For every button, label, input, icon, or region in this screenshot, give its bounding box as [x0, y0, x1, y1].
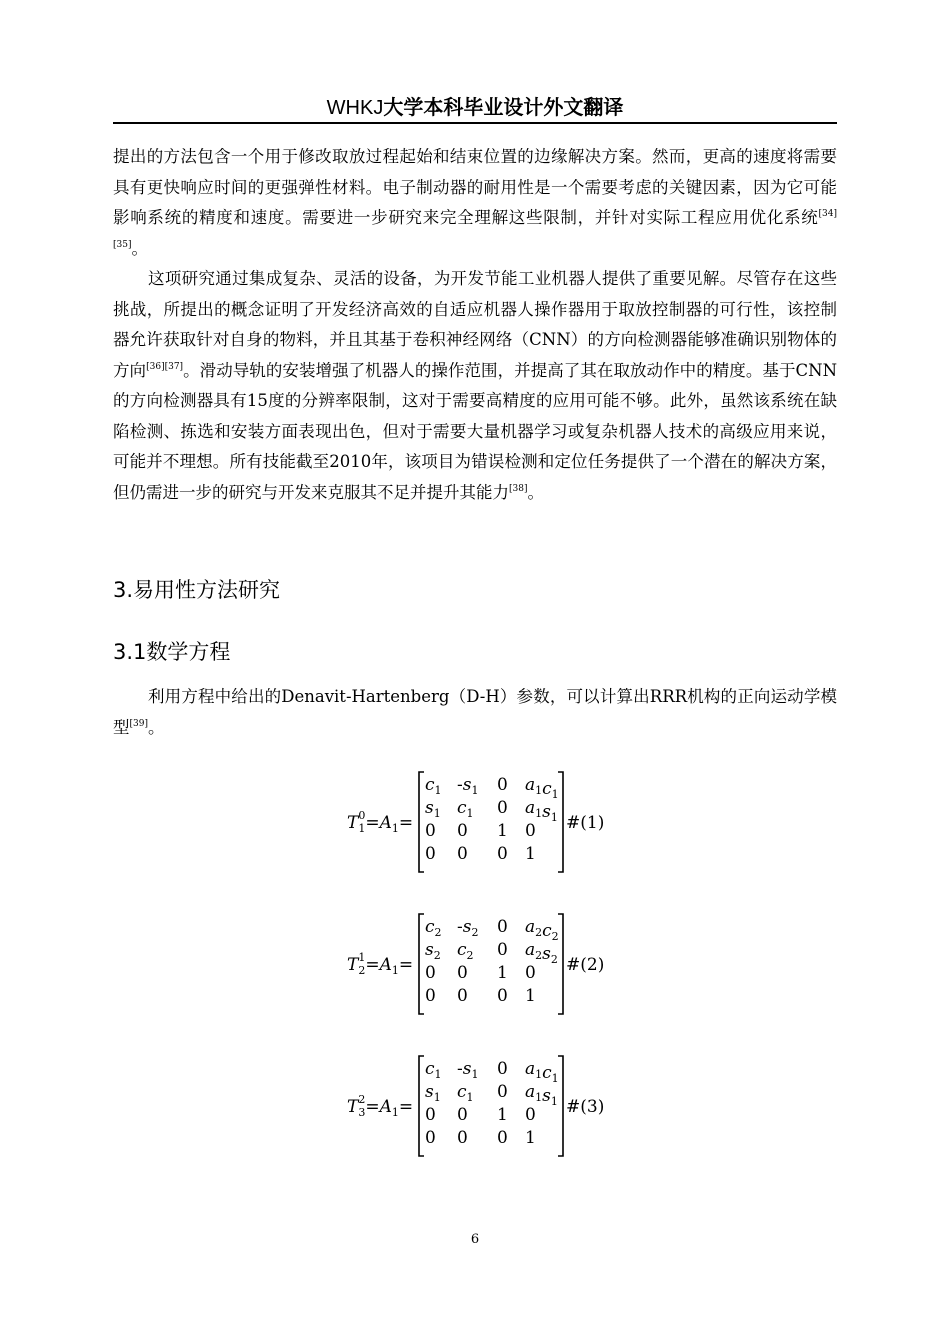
- matrix-cell: $c_1$: [457, 798, 474, 820]
- matrix-cell: 0: [457, 821, 468, 841]
- matrix-cell: 0: [525, 821, 536, 841]
- matrix-cell: $c_1$: [425, 1059, 442, 1081]
- equation-tag: #(1): [566, 813, 605, 833]
- matrix-cell: $a_1s_1$: [525, 798, 558, 824]
- header-title: 大学本科毕业设计外文翻译: [383, 95, 624, 119]
- body-text: [113, 142, 837, 508]
- matrix-cell: $a_1c_1$: [525, 775, 559, 801]
- matrix-cell: 0: [457, 1128, 468, 1148]
- left-bracket: [419, 772, 424, 872]
- section-heading: 3.易用性方法研究: [113, 578, 281, 602]
- citation: [39]: [129, 718, 148, 729]
- paragraph-2-text-b: 。滑动导轨的安装增强了机器人的操作范围，并提高了其在取放动作中的精度。基于CNN的方向检测器具有15度的分辨率限制，这对于需要高精度的应用可能不够。此外，虽然该系统在缺陷检测、拣选和安装方面表现出色，但对于需要大量机器学习或复杂机器人技术的高级应用来说，可能并不理想。所有技能截至2010年，该项目为错误检测和定位任务提供了一个潜在的解决方案，但仍需进一步的研究与开发来克服其不足并提升其能力: [113, 360, 838, 502]
- header-latin: WHKJ: [326, 97, 384, 119]
- paragraph-2: [113, 264, 837, 508]
- subsection-heading: 3.1数学方程: [113, 640, 231, 664]
- citation: [38]: [509, 483, 528, 494]
- right-bracket: [558, 1056, 563, 1156]
- matrix-cell: $c_1$: [425, 775, 442, 797]
- matrix-cell: 0: [497, 775, 508, 795]
- equation-tag: #(2): [566, 955, 605, 975]
- matrix-cell: $a_1s_1$: [525, 1082, 558, 1108]
- matrix-cell: 0: [457, 844, 468, 864]
- paragraph-3-text: 利用方程中给出的Denavit-Hartenberg（D-H）参数，可以计算出RRR机构的正向运动学模型: [113, 687, 837, 737]
- header-rule: [113, 122, 837, 124]
- paragraph-1-text: 提出的方法包含一个用于修改取放过程起始和结束位置的边缘解决方案。然而，更高的速度将需要具有更快响应时间的更强弹性材料。电子制动器的耐用性是一个需要考虑的关键因素，因为它可能影响系统的精度和速度。需要进一步研究来完全理解这些限制，并针对实际工程应用优化系统: [113, 147, 837, 227]
- page-number: 6: [470, 1232, 480, 1247]
- matrix-cell: $s_2$: [425, 940, 441, 962]
- matrix-cell: $c_2$: [457, 940, 474, 962]
- matrix-cell: 0: [497, 986, 508, 1006]
- matrix-cell: $a_2c_2$: [525, 917, 559, 943]
- equation-2-svg: [0, 908, 950, 1018]
- matrix-cell: 1: [497, 963, 508, 983]
- matrix-cell: $s_1$: [425, 1082, 441, 1104]
- citation: [34][35]: [113, 209, 837, 250]
- matrix-cell: $-s_1$: [457, 1059, 479, 1081]
- matrix-cell: $-s_1$: [457, 775, 479, 797]
- left-bracket: [419, 1056, 424, 1156]
- equation-2: [0, 908, 950, 1018]
- matrix-cell: 0: [525, 1105, 536, 1125]
- matrix-cell: 0: [457, 963, 468, 983]
- matrix-cell: $c_2$: [425, 917, 442, 939]
- matrix-cell: 1: [497, 1105, 508, 1125]
- matrix-cell: 0: [497, 844, 508, 864]
- equation-lhs: $T^1$ $2=A_1=$: [347, 951, 414, 977]
- equation-lhs: $T^0$ $1=A_1=$: [347, 809, 414, 835]
- paragraph-2-text-a: 这项研究通过集成复杂、灵活的设备，为开发节能工业机器人提供了重要见解。尽管存在这些挑战，所提出的概念证明了开发经济高效的自适应机器人操作器用于取放控制器的可行性，该控制器允许获取针对自身的物料，并且其基于卷积神经网络（CNN）的方向检测器能够准确识别物体的方向: [113, 269, 837, 380]
- punct: 。: [147, 717, 165, 737]
- punct: 。: [527, 482, 544, 502]
- matrix-cell: 0: [425, 1105, 436, 1125]
- punct: 。: [131, 238, 148, 258]
- right-bracket: [558, 772, 563, 872]
- matrix-cell: 0: [425, 844, 436, 864]
- paragraph-1: [113, 142, 837, 264]
- matrix-cell: 1: [525, 844, 536, 864]
- paragraph-3: [113, 682, 837, 743]
- matrix-cell: $c_1$: [457, 1082, 474, 1104]
- matrix-cell: 1: [525, 1128, 536, 1148]
- citation: [36][37]: [146, 361, 184, 372]
- matrix-cell: 0: [497, 1128, 508, 1148]
- matrix-cell: 0: [457, 986, 468, 1006]
- matrix-cell: $a_1c_1$: [525, 1059, 559, 1085]
- matrix-cell: 0: [425, 821, 436, 841]
- matrix-cell: 1: [525, 986, 536, 1006]
- matrix-cell: 0: [497, 1059, 508, 1079]
- equation-3-svg: [0, 1050, 950, 1160]
- matrix-cell: $-s_2$: [457, 917, 479, 939]
- equation-3: [0, 1050, 950, 1160]
- matrix-cell: 0: [425, 963, 436, 983]
- equation-1: [0, 766, 950, 876]
- equation-lhs: $T^2$ $3=A_1=$: [347, 1093, 414, 1119]
- matrix-cell: 0: [425, 986, 436, 1006]
- matrix-cell: $s_1$: [425, 798, 441, 820]
- matrix-cell: 0: [497, 940, 508, 960]
- matrix-cell: 0: [425, 1128, 436, 1148]
- matrix-cell: 0: [497, 798, 508, 818]
- right-bracket: [558, 914, 563, 1014]
- matrix-cell: 1: [497, 821, 508, 841]
- matrix-cell: 0: [457, 1105, 468, 1125]
- left-bracket: [419, 914, 424, 1014]
- equation-tag: #(3): [566, 1097, 605, 1117]
- matrix-cell: 0: [497, 917, 508, 937]
- matrix-cell: 0: [497, 1082, 508, 1102]
- equation-1-svg: [0, 766, 950, 876]
- page-header: [113, 92, 837, 123]
- matrix-cell: 0: [525, 963, 536, 983]
- matrix-cell: $a_2s_2$: [525, 940, 558, 966]
